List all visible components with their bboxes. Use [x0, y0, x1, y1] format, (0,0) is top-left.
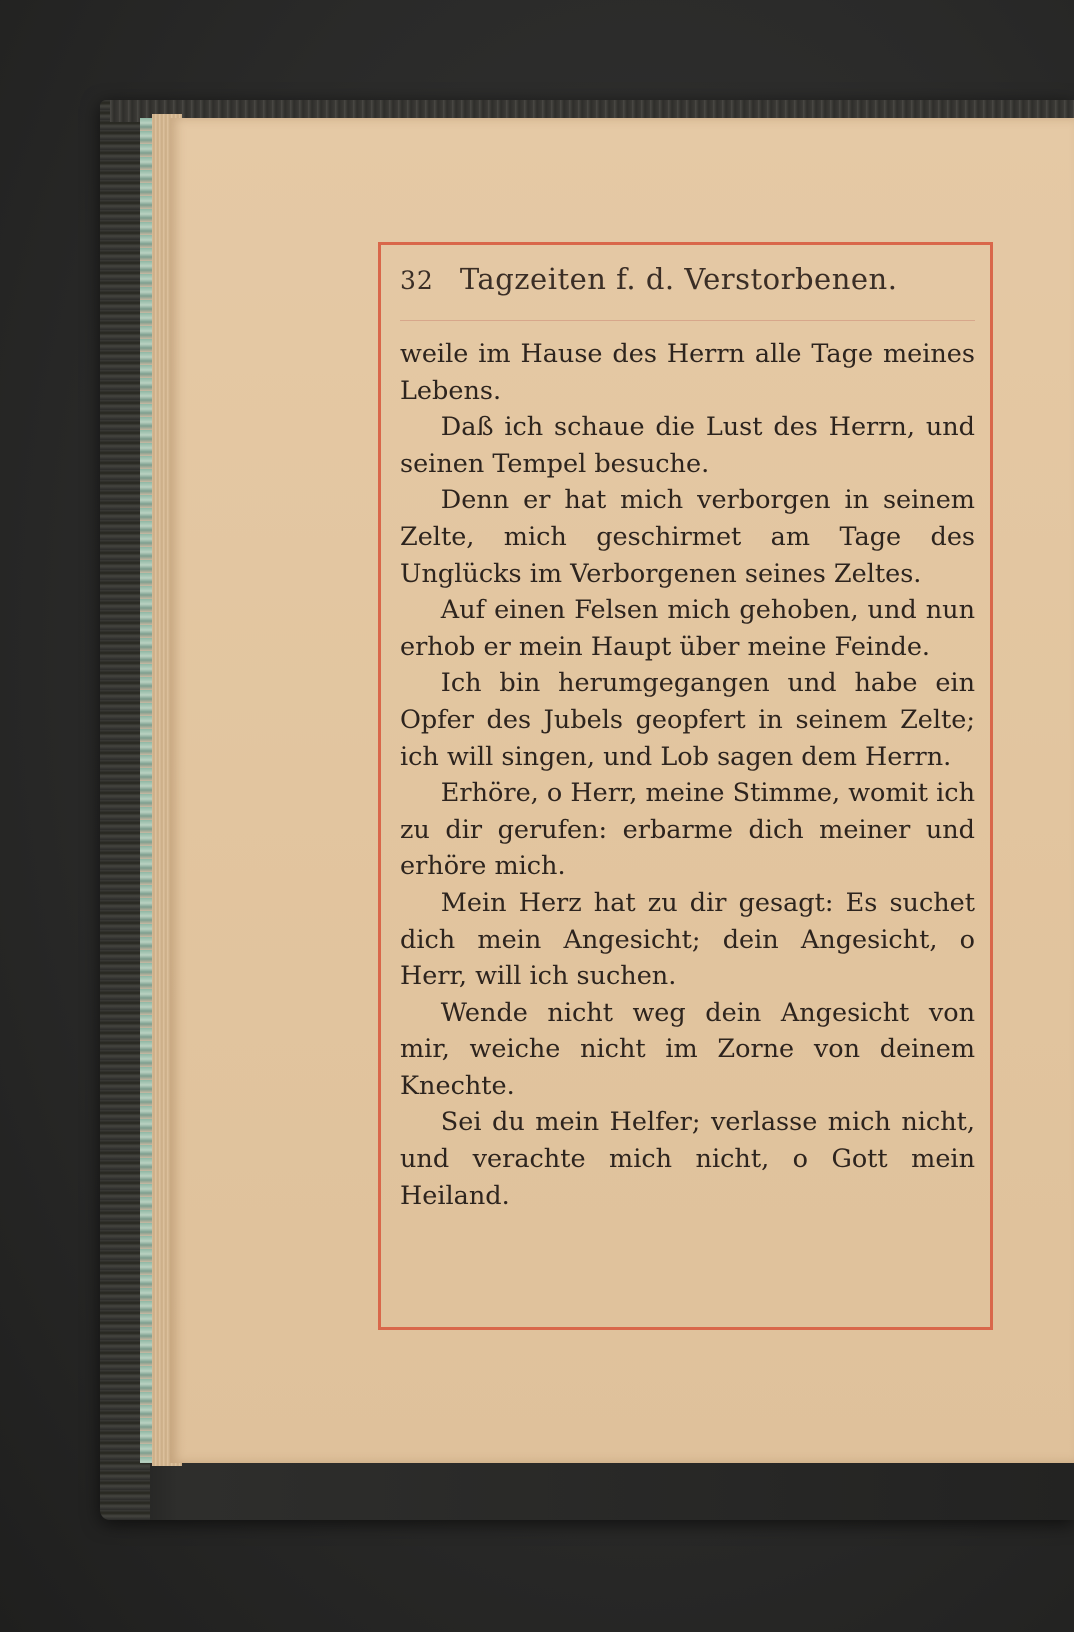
paragraph-8: Wende nicht weg dein Angesicht von mir, weiche nicht im Zorne von deinem Knechte.	[400, 997, 975, 1101]
paragraph-3: Denn er hat mich verborgen in seinem Zelte, mich geschirmet am Tage des Unglücks im Verborgenen seines Zeltes.	[400, 485, 975, 589]
paragraph-9: Sei du mein Helfer; verlasse mich nicht, und verachte mich nicht, o Gott mein Heiland.	[400, 1107, 975, 1211]
page-number: 32	[400, 266, 434, 295]
paragraph-1: weile im Hause des Herrn alle Tage meines Lebens.	[400, 339, 975, 406]
paragraph-2: Daß ich schaue die Lust des Herrn, und seinen Tempel besuche.	[400, 412, 975, 479]
paragraph-6: Erhöre, o Herr, meine Stimme, womit ich zu dir gerufen: erbarme dich meiner und erhöre mich.	[400, 778, 975, 882]
paragraph-7: Mein Herz hat zu dir gesagt: Es suchet dich mein Angesicht; dein Angesicht, o Herr, will ich suchen.	[400, 887, 975, 992]
prayer-text	[400, 336, 975, 1214]
header-rule	[400, 320, 975, 321]
running-title: Tagzeiten f. d. Verstorbenen.	[459, 262, 898, 296]
paragraph-4: Auf einen Felsen mich gehoben, und nun erhob er mein Haupt über meine Feinde.	[400, 595, 975, 662]
page-header	[400, 262, 980, 310]
paragraph-5: Ich bin herumgegangen und habe ein Opfer des Jubels geopfert in seinem Zelte; ich will singen, und Lob sagen dem Herrn.	[400, 668, 975, 772]
